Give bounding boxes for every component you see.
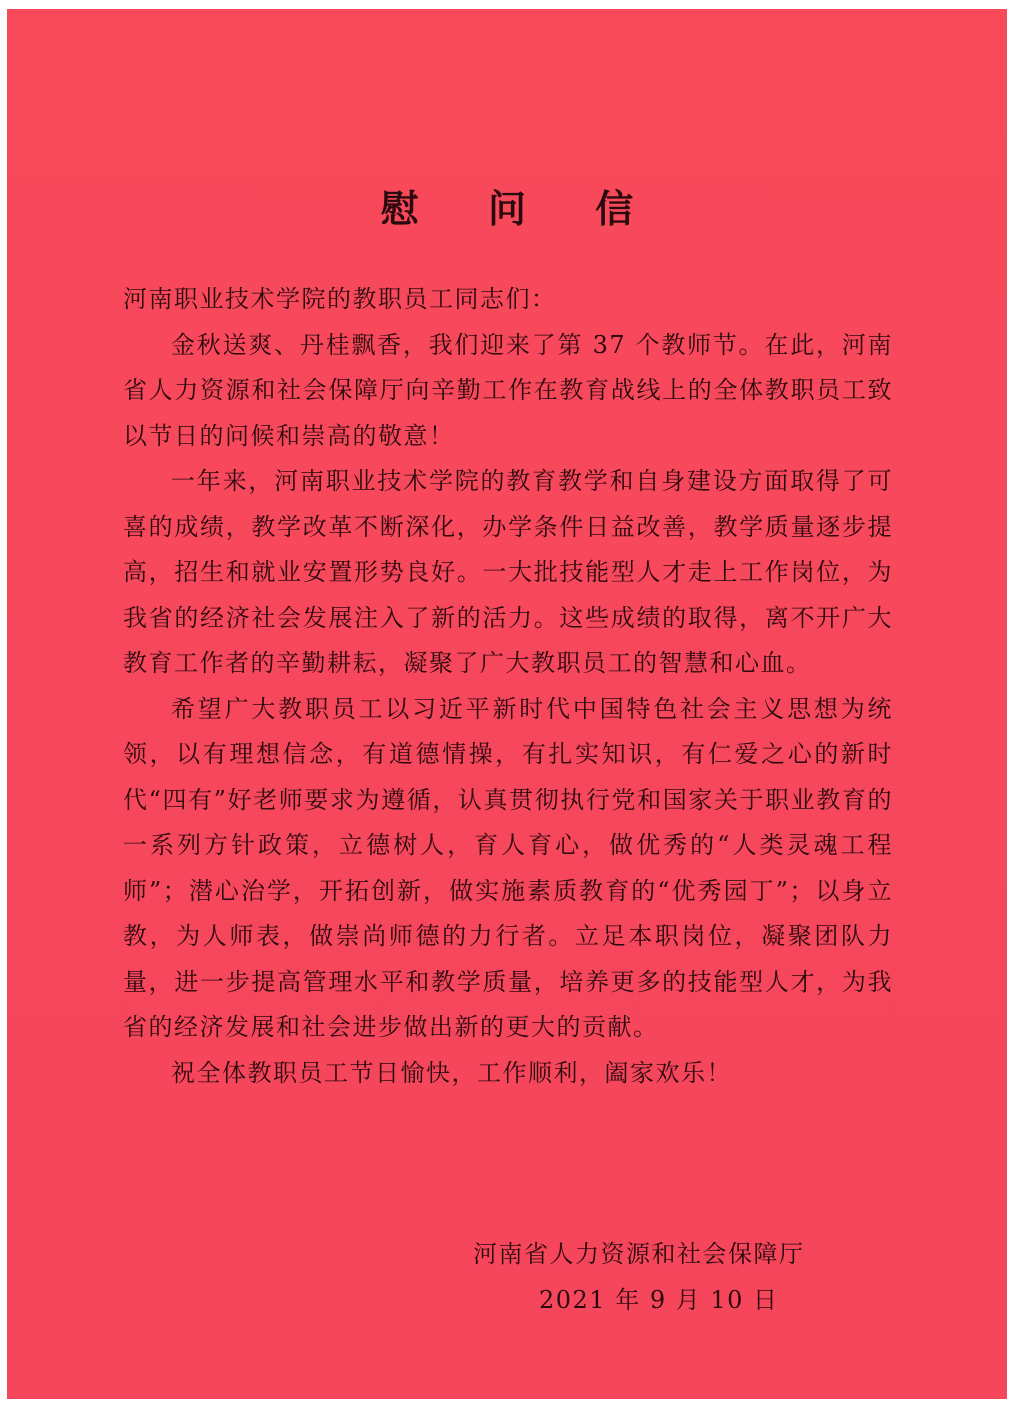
letter-page xyxy=(7,9,1007,1399)
letter-title: 慰 问 信 xyxy=(380,186,662,231)
signature-organization: 河南省人力资源和社会保障厅 xyxy=(473,1240,805,1268)
paragraph-expectations: 希望广大教职员工以习近平新时代中国特色社会主义思想为统领，以有理想信念，有道德情操，有扎实知识，有仁爱之心的新时代“四有”好老师要求为遵循，认真贯彻执行党和国家关于职业教育的一系列方针政策，立德树人，育人育心，做优秀的“人类灵魂工程师”；潜心治学，开拓创新，做实施素质教育的“优秀园丁”；以身立教，为人师表，做崇尚师德的力行者。立足本职岗位，凝聚团队力量，进一步提高管理水平和教学质量，培养更多的技能型人才，为我省的经济发展和社会进步做出新的更大的贡献。 xyxy=(123,694,893,1041)
paragraph-greeting: 金秋送爽、丹桂飘香，我们迎来了第 37 个教师节。在此，河南省人力资源和社会保障厅向辛勤工作在教育战线上的全体教职员工致以节日的问候和崇高的敬意！ xyxy=(123,330,893,450)
paragraph-achievements: 一年来，河南职业技术学院的教育教学和自身建设方面取得了可喜的成绩，教学改革不断深化，办学条件日益改善，教学质量逐步提高，招生和就业安置形势良好。一大批技能型人才走上工作岗位，为我省的经济社会发展注入了新的活力。这些成绩的取得，离不开广大教育工作者的辛勤耕耘，凝聚了广大教职员工的智慧和心血。 xyxy=(123,467,893,677)
signature-date: 2021 年 9 月 10 日 xyxy=(539,1286,779,1314)
signature-block xyxy=(457,1231,857,1323)
letter-body xyxy=(123,277,893,1096)
paragraph-wishes: 祝全体教职员工节日愉快，工作顺利，阖家欢乐！ xyxy=(171,1058,732,1087)
salutation: 河南职业技术学院的教职员工同志们： xyxy=(123,285,557,313)
